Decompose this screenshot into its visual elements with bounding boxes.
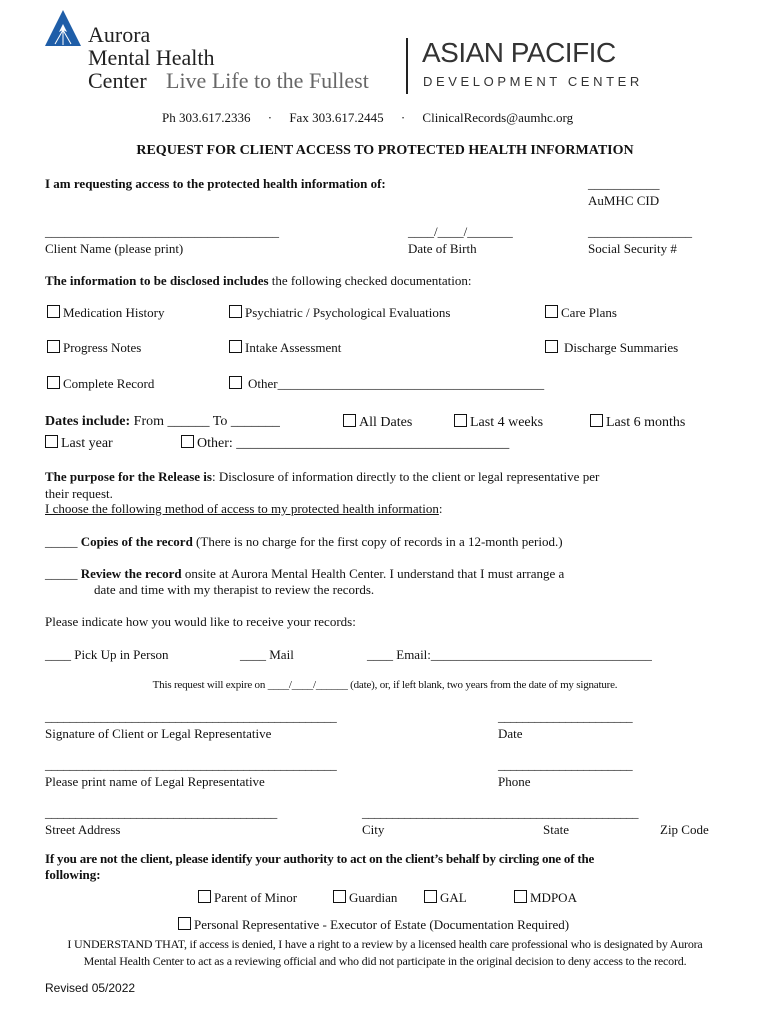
dates-row (45, 414, 280, 430)
auth-label: MDPOA (530, 890, 577, 905)
auth-mdpoa[interactable] (514, 890, 577, 906)
aurora-name-line2: Mental Health (88, 45, 215, 70)
doc-intake-assessment[interactable] (229, 340, 341, 356)
copies-blank[interactable]: _____ (45, 534, 81, 549)
contact-line (162, 110, 573, 126)
checkbox[interactable] (545, 340, 558, 353)
client-name-label: Client Name (please print) (45, 241, 184, 256)
copies-bold: Copies of the record (80, 534, 193, 549)
checkbox[interactable] (514, 890, 527, 903)
dates-last4-label: Last 4 weeks (470, 415, 544, 430)
copies-option[interactable] (45, 534, 563, 550)
doc-medication-history[interactable] (47, 305, 164, 321)
dob-field[interactable]: ____/____/_______ (408, 224, 513, 239)
copies-rest: (There is no charge for the first copy of records in a 12-month period.) (192, 534, 563, 549)
doc-discharge-summaries[interactable] (545, 340, 678, 356)
method-colon: : (438, 501, 443, 516)
aurora-logo (45, 10, 405, 95)
review-option[interactable] (45, 566, 564, 582)
checkbox[interactable] (47, 305, 60, 318)
auth-label: Personal Representative - Executor of Estate (Documentation Required) (194, 917, 570, 932)
dates-other[interactable] (181, 435, 509, 452)
auth-personal-rep[interactable] (178, 917, 569, 933)
dates-all-label: All Dates (359, 415, 413, 430)
doc-care-plans[interactable] (545, 305, 617, 321)
not-client-statement: If you are not the client, please identify your authority to act on the client’s behalf by circling one of the (45, 851, 595, 866)
apdc-name-line2: DEVELOPMENT CENTER (423, 74, 643, 89)
form-title: REQUEST FOR CLIENT ACCESS TO PROTECTED HEALTH INFORMATION (136, 143, 634, 158)
method-line (45, 501, 442, 517)
checkbox[interactable] (545, 305, 558, 318)
method-text: I choose the following method of access to my protected health information (45, 501, 439, 516)
contact-fax: Fax 303.617.2445 (289, 110, 384, 125)
doc-label: Complete Record (63, 376, 155, 391)
auth-label: GAL (440, 890, 467, 905)
contact-separator: · (267, 110, 273, 125)
review-line2: date and time with my therapist to review the records. (94, 582, 375, 597)
street-label: Street Address (45, 822, 121, 837)
checkbox[interactable] (424, 890, 437, 903)
dates-lastyear-label: Last year (61, 436, 113, 451)
doc-label: Discharge Summaries (564, 340, 679, 355)
doc-label: Care Plans (561, 305, 617, 320)
legal-rep-field[interactable]: _______________________________________________ (45, 757, 337, 772)
apdc-logo (422, 38, 652, 94)
checkbox[interactable] (454, 414, 467, 427)
understand-line2: Mental Health Center to act as a reviewing official and who did not participate in the original decision to deny access to the record. (83, 954, 687, 968)
requesting-statement: I am requesting access to the protected health information of: (45, 176, 386, 191)
dates-last-4-weeks[interactable] (454, 414, 543, 431)
street-field[interactable]: ______________________________________ (45, 805, 277, 820)
dates-other-label: Other: _______________________________________ (197, 436, 510, 451)
city-label: City (362, 822, 385, 837)
state-label: State (543, 822, 569, 837)
auth-guardian[interactable] (333, 890, 397, 906)
contact-separator: · (400, 110, 406, 125)
aurora-mountain-icon (45, 10, 81, 46)
auth-label: Guardian (349, 890, 398, 905)
email-option[interactable]: ____ Email:__________________________________ (367, 647, 652, 662)
info-heading-rest: the following checked documentation: (268, 273, 472, 288)
expire-note: This request will expire on ____/____/______ (date), or, if left blank, two years from the date of my signature. (152, 679, 618, 691)
checkbox[interactable] (181, 435, 194, 448)
aurora-tagline: Live Life to the Fullest (166, 68, 369, 93)
apdc-name-line1: ASIAN PACIFIC (422, 37, 616, 68)
logo-divider (406, 38, 408, 94)
ssn-field[interactable]: ________________ (588, 224, 692, 239)
phone-label: Phone (498, 774, 531, 789)
doc-psych-evaluations[interactable] (229, 305, 450, 321)
review-bold: Review the record (80, 566, 182, 581)
purpose-line2: their request. (45, 486, 113, 501)
aurora-name-line3: Center (88, 68, 147, 93)
date-label: Date (498, 726, 523, 741)
checkbox[interactable] (590, 414, 603, 427)
checkbox[interactable] (47, 376, 60, 389)
purpose-bold: The purpose for the Release is (45, 469, 212, 484)
checkbox[interactable] (229, 376, 242, 389)
checkbox[interactable] (229, 305, 242, 318)
checkbox[interactable] (45, 435, 58, 448)
contact-email: ClinicalRecords@aumhc.org (422, 110, 574, 125)
phone-field[interactable]: ______________________ (498, 757, 633, 772)
revised-date: Revised 05/2022 (45, 981, 136, 995)
dates-label: Dates include: (45, 414, 131, 429)
checkbox[interactable] (333, 890, 346, 903)
ssn-label: Social Security # (588, 241, 677, 256)
aumhc-cid-label: AuMHC CID (588, 193, 660, 208)
checkbox[interactable] (178, 917, 191, 930)
doc-label: Progress Notes (63, 340, 142, 355)
city-field[interactable]: ______________________________________________ (362, 805, 638, 820)
doc-complete-record[interactable] (47, 376, 154, 392)
not-client-statement-line2: following: (45, 867, 101, 882)
mail-option[interactable]: ____ Mail (240, 647, 294, 662)
info-heading (45, 273, 471, 289)
legal-rep-label: Please print name of Legal Representative (45, 774, 265, 789)
checkbox[interactable] (47, 340, 60, 353)
receive-question: Please indicate how you would like to receive your records: (45, 614, 356, 629)
auth-gal[interactable] (424, 890, 467, 906)
understand-line1: I UNDERSTAND THAT, if access is denied, I have a right to a review by a licensed health care professional who is designated by Aurora (67, 937, 703, 951)
dates-last-year[interactable] (45, 435, 113, 452)
date-field[interactable]: ______________________ (498, 709, 633, 724)
client-name-field[interactable]: ____________________________________ (45, 224, 279, 239)
doc-label: Other_________________________________________ (248, 376, 545, 391)
aumhc-cid-field[interactable]: ___________ (588, 176, 660, 191)
purpose-line (45, 469, 599, 485)
contact-phone: Ph 303.617.2336 (162, 110, 251, 125)
signature-field[interactable]: _______________________________________________ (45, 709, 337, 724)
review-rest: onsite at Aurora Mental Health Center. I understand that I must arrange a (181, 566, 565, 581)
checkbox[interactable] (343, 414, 356, 427)
info-heading-bold: The information to be disclosed includes (45, 273, 269, 288)
zip-label: Zip Code (660, 822, 709, 837)
review-blank[interactable]: _____ (45, 566, 81, 581)
auth-parent[interactable] (198, 890, 297, 906)
checkbox[interactable] (229, 340, 242, 353)
dates-all[interactable] (343, 414, 412, 431)
doc-other[interactable] (229, 376, 544, 392)
doc-label: Psychiatric / Psychological Evaluations (245, 305, 451, 320)
signature-label: Signature of Client or Legal Representative (45, 726, 272, 741)
doc-label: Intake Assessment (245, 340, 342, 355)
pickup-option[interactable]: ____ Pick Up in Person (45, 647, 169, 662)
aurora-name-line1: Aurora (88, 22, 151, 47)
purpose-rest: : Disclosure of information directly to the client or legal representative per (211, 469, 600, 484)
doc-progress-notes[interactable] (47, 340, 141, 356)
dates-from-to[interactable]: From ______ To _______ (130, 414, 280, 429)
doc-label: Medication History (63, 305, 165, 320)
dates-last6-label: Last 6 months (606, 415, 686, 430)
dates-last-6-months[interactable] (590, 414, 685, 431)
auth-label: Parent of Minor (214, 890, 298, 905)
checkbox[interactable] (198, 890, 211, 903)
dob-label: Date of Birth (408, 241, 477, 256)
